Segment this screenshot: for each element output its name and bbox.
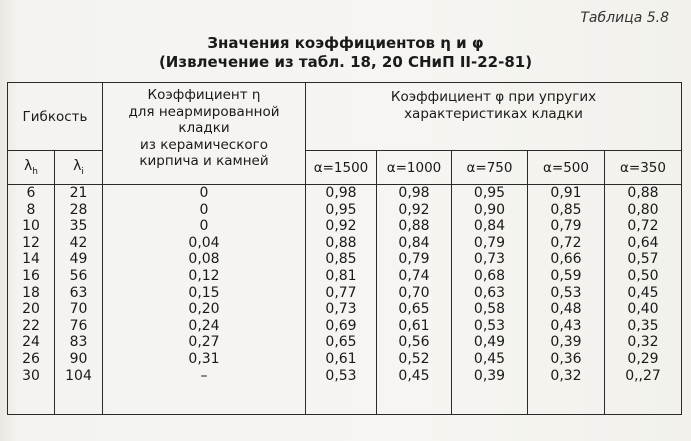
eta-cell: 0,04 xyxy=(188,234,220,251)
lambda-i-cell: 21 xyxy=(69,185,88,201)
phi-cell: 0,81 xyxy=(325,267,357,284)
eta-header-line: из керамического xyxy=(140,136,268,153)
phi-cell: 0,69 xyxy=(325,317,357,334)
lambda-h-cell: 18 xyxy=(22,284,40,301)
phi-750-column xyxy=(452,185,528,415)
phi-cell: 0,73 xyxy=(325,301,357,318)
phi-cell: 0,61 xyxy=(398,317,430,334)
phi-cell: 0,79 xyxy=(473,234,506,251)
eta-cell: 0 xyxy=(199,218,209,235)
lambda-h-subscript: h xyxy=(32,166,38,177)
lambda-h-cell: 8 xyxy=(26,201,36,218)
alpha-header: α=350 xyxy=(605,151,682,185)
phi-cell: 0,32 xyxy=(550,367,582,384)
lambda-h-cell: 26 xyxy=(22,350,40,367)
phi-cell: 0,85 xyxy=(550,201,582,218)
phi-cell: 0,92 xyxy=(325,218,357,235)
phi-cell: 0,77 xyxy=(325,284,357,301)
lambda-i-column xyxy=(55,185,103,415)
phi-cell: 0,48 xyxy=(550,301,582,318)
phi-cell: 0,53 xyxy=(473,317,506,334)
lambda-i-cell: 28 xyxy=(69,201,88,218)
lambda-i-cell: 49 xyxy=(69,251,88,268)
flexibility-header: Гибкость xyxy=(8,83,103,151)
alpha-header: α=1500 xyxy=(306,151,377,185)
eta-cell: 0,12 xyxy=(188,267,220,284)
lambda-h-cell: 22 xyxy=(22,317,40,334)
eta-header-line: Коэффициент η xyxy=(147,87,261,103)
phi-cell: 0,49 xyxy=(473,334,506,351)
phi-cell: 0,45 xyxy=(398,367,430,384)
lambda-i-cell: 56 xyxy=(69,267,88,284)
phi-header-line: характеристиках кладки xyxy=(404,105,583,122)
eta-cell: 0,31 xyxy=(188,350,220,367)
phi-cell: 0,72 xyxy=(550,234,582,251)
eta-cell: 0 xyxy=(199,201,209,218)
lambda-i-cell: 90 xyxy=(69,350,88,367)
lambda-h-symbol: λ xyxy=(23,158,33,175)
phi-cell: 0,98 xyxy=(398,185,430,201)
eta-cell: 0,27 xyxy=(188,334,220,351)
lambda-h-cell: 10 xyxy=(22,218,40,235)
table-title: Значения коэффициентов η и φ xyxy=(207,34,484,52)
phi-cell: 0,36 xyxy=(550,350,582,367)
lambda-i-header xyxy=(55,151,103,185)
phi-header-line: Коэффициент φ при упругих xyxy=(390,89,597,105)
phi-cell: 0,32 xyxy=(627,334,659,351)
lambda-i-cell: 83 xyxy=(69,334,88,351)
phi-cell: 0,72 xyxy=(627,218,659,235)
eta-header-line: кирпича и камней xyxy=(139,153,269,170)
alpha-header: α=1000 xyxy=(377,151,452,185)
phi-cell: 0,57 xyxy=(627,251,659,268)
phi-cell: 0,70 xyxy=(398,284,430,301)
phi-cell: 0,88 xyxy=(398,218,430,235)
phi-cell: 0,64 xyxy=(627,234,659,251)
lambda-h-cell: 24 xyxy=(22,334,40,351)
phi-cell: 0,79 xyxy=(550,218,582,235)
phi-cell: 0,98 xyxy=(325,185,357,201)
phi-cell: 0,43 xyxy=(550,317,582,334)
phi-cell: 0,61 xyxy=(325,350,357,367)
lambda-h-cell: 14 xyxy=(22,251,40,268)
eta-cell: 0,15 xyxy=(188,284,220,301)
phi-cell: 0,66 xyxy=(550,251,582,268)
lambda-i-cell: 104 xyxy=(65,367,92,384)
phi-cell: 0,50 xyxy=(627,267,659,284)
phi-cell: 0,92 xyxy=(398,201,430,218)
alpha-header: α=750 xyxy=(452,151,528,185)
phi-cell: 0,35 xyxy=(627,317,659,334)
lambda-h-cell: 16 xyxy=(22,267,40,284)
eta-header-line: кладки xyxy=(178,120,230,137)
phi-cell: 0,88 xyxy=(627,185,659,201)
phi-cell: 0,63 xyxy=(473,284,506,301)
phi-1500-column xyxy=(306,185,377,415)
phi-cell: 0,73 xyxy=(473,251,506,268)
lambda-h-header xyxy=(8,151,55,185)
phi-cell: 0,90 xyxy=(473,201,506,218)
phi-cell: 0,53 xyxy=(325,367,357,384)
eta-header xyxy=(103,83,306,185)
phi-cell: 0,,27 xyxy=(625,367,661,384)
phi-cell: 0,84 xyxy=(398,234,430,251)
phi-cell: 0,53 xyxy=(550,284,582,301)
phi-cell: 0,74 xyxy=(398,267,430,284)
phi-cell: 0,65 xyxy=(398,301,430,318)
phi-cell: 0,29 xyxy=(627,350,659,367)
phi-cell: 0,91 xyxy=(550,185,582,201)
phi-cell: 0,80 xyxy=(627,201,659,218)
lambda-h-cell: 20 xyxy=(22,301,40,318)
phi-cell: 0,68 xyxy=(473,267,506,284)
phi-cell: 0,84 xyxy=(473,218,506,235)
eta-cell: 0 xyxy=(199,185,209,201)
phi-cell: 0,95 xyxy=(473,185,506,201)
lambda-h-cell: 6 xyxy=(26,185,36,201)
phi-cell: 0,85 xyxy=(325,251,357,268)
eta-header-line: для неармированной xyxy=(128,103,280,120)
lambda-i-cell: 63 xyxy=(69,284,88,301)
eta-cell: 0,20 xyxy=(188,301,220,318)
lambda-i-cell: 35 xyxy=(69,218,88,235)
lambda-i-subscript: i xyxy=(81,166,84,177)
lambda-i-cell: 70 xyxy=(69,301,88,318)
table-subtitle: (Извлечение из табл. 18, 20 СНиП II-22-81) xyxy=(158,53,533,71)
lambda-i-cell: 76 xyxy=(69,317,88,334)
eta-cell: 0,08 xyxy=(188,251,220,268)
phi-cell: 0,45 xyxy=(627,284,659,301)
phi-cell: 0,95 xyxy=(325,201,357,218)
lambda-i-cell: 42 xyxy=(69,234,88,251)
eta-cell: – xyxy=(200,367,208,384)
lambda-h-cell: 12 xyxy=(22,234,40,251)
phi-header xyxy=(306,83,682,151)
eta-column xyxy=(103,185,306,415)
eta-cell: 0,24 xyxy=(188,317,220,334)
phi-350-column xyxy=(605,185,682,415)
phi-cell: 0,88 xyxy=(325,234,357,251)
coefficients-table xyxy=(7,82,682,415)
phi-cell: 0,39 xyxy=(473,367,506,384)
phi-cell: 0,39 xyxy=(550,334,582,351)
phi-cell: 0,45 xyxy=(473,350,506,367)
table-number: Таблица 5.8 xyxy=(580,10,669,26)
phi-cell: 0,40 xyxy=(627,301,659,318)
lambda-h-column xyxy=(8,185,55,415)
lambda-h-cell: 30 xyxy=(22,367,40,384)
phi-cell: 0,56 xyxy=(398,334,430,351)
phi-cell: 0,65 xyxy=(325,334,357,351)
phi-cell: 0,58 xyxy=(473,301,506,318)
phi-500-column xyxy=(528,185,605,415)
lambda-i-symbol: λ xyxy=(73,158,82,175)
phi-cell: 0,59 xyxy=(550,267,582,284)
alpha-header: α=500 xyxy=(528,151,605,185)
phi-1000-column xyxy=(377,185,452,415)
phi-cell: 0,79 xyxy=(398,251,430,268)
phi-cell: 0,52 xyxy=(398,350,430,367)
